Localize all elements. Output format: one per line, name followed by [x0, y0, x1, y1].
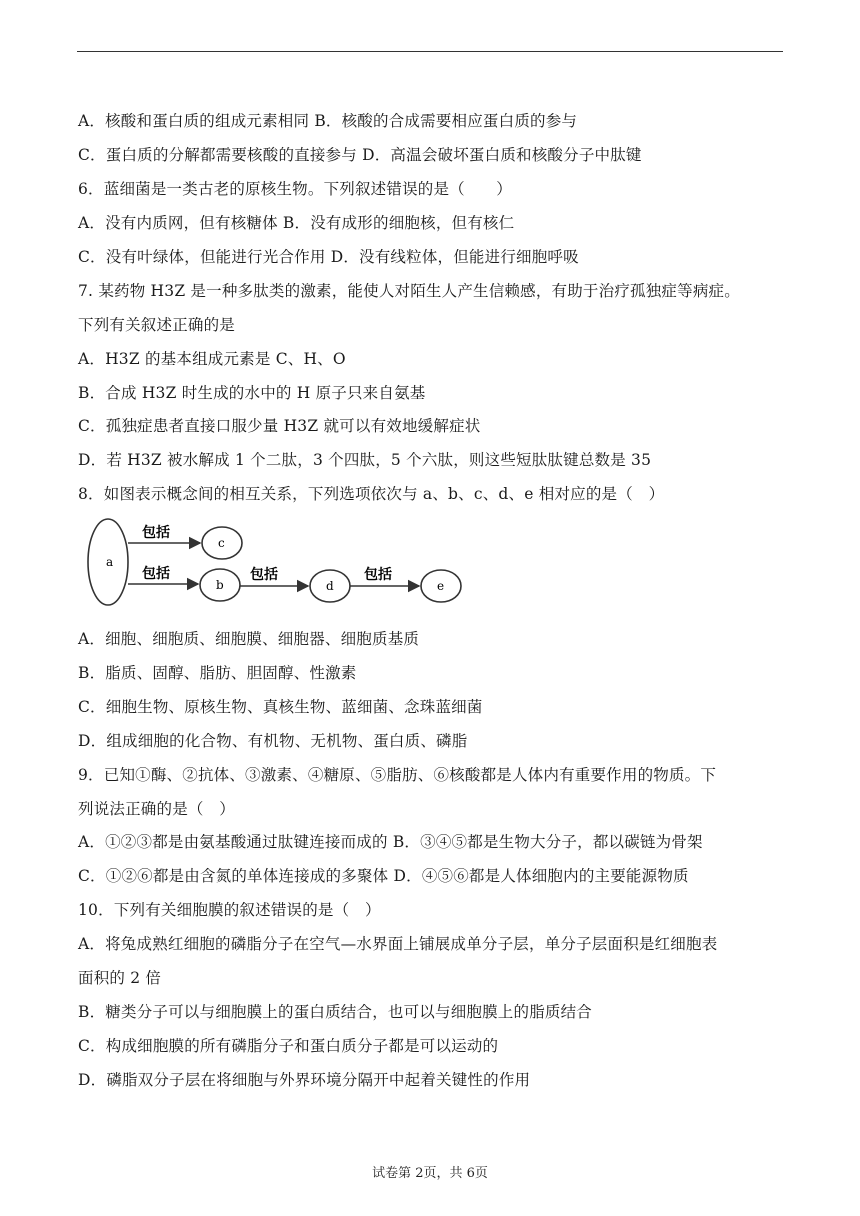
text-line: A．H3Z 的基本组成元素是 C、H、O [78, 350, 346, 368]
text-line: D．若 H3Z 被水解成 1 个二肽，3 个四肽，5 个六肽，则这些短肽肽键总数是 35 [78, 451, 652, 469]
text-line: C．①②⑥都是由含氮的单体连接成的多聚体 D．④⑤⑥都是人体细胞内的主要能源物质 [78, 867, 689, 885]
text-line: C．没有叶绿体，但能进行光合作用 D．没有线粒体，但能进行细胞呼吸 [78, 248, 579, 266]
node-c-label: c [218, 536, 225, 550]
text-line: A．细胞、细胞质、细胞膜、细胞器、细胞质基质 [78, 630, 420, 648]
text-line: C．细胞生物、原核生物、真核生物、蓝细菌、念珠蓝细菌 [78, 698, 483, 716]
text-line: D．磷脂双分子层在将细胞与外界环境分隔开中起着关键性的作用 [78, 1071, 531, 1089]
arrow-label: 包括 [364, 567, 392, 583]
text-line: A．将兔成熟红细胞的磷脂分子在空气—水界面上铺展成单分子层，单分子层面积是红细胞表 [78, 935, 718, 953]
arrow-label: 包括 [142, 525, 170, 541]
arrow-label: 包括 [142, 566, 170, 582]
node-e-label: e [437, 579, 445, 593]
text-line: 6．蓝细菌是一类古老的原核生物。下列叙述错误的是（ ） [78, 180, 512, 198]
text-line: 9．已知①酶、②抗体、③激素、④糖原、⑤脂肪、⑥核酸都是人体内有重要作用的物质。下 [78, 766, 717, 784]
node-a-label: a [106, 555, 114, 569]
text-line: 下列有关叙述正确的是 [78, 316, 236, 334]
text-line: A．①②③都是由氨基酸通过肽键连接而成的 B．③④⑤都是生物大分子，都以碳链为骨架 [78, 833, 703, 851]
text-line: 面积的 2 倍 [78, 969, 162, 987]
node-b-label: b [216, 578, 224, 592]
arrow-label: 包括 [250, 567, 278, 583]
text-line: C．孤独症患者直接口服少量 H3Z 就可以有效地缓解症状 [78, 417, 481, 435]
text-line: C．蛋白质的分解都需要核酸的直接参与 D．高温会破坏蛋白质和核酸分子中肽键 [78, 146, 642, 164]
header-rule [77, 51, 783, 52]
concept-diagram [84, 516, 470, 608]
text-line: C．构成细胞膜的所有磷脂分子和蛋白质分子都是可以运动的 [78, 1037, 499, 1055]
text-line: B．脂质、固醇、脂肪、胆固醇、性激素 [78, 664, 357, 682]
page-footer: 试卷第 2页，共 6页 [372, 1166, 488, 1181]
text-line: A．核酸和蛋白质的组成元素相同 B．核酸的合成需要相应蛋白质的参与 [78, 112, 578, 130]
text-line: 10．下列有关细胞膜的叙述错误的是（ ） [78, 901, 381, 919]
text-line: 8．如图表示概念间的相互关系，下列选项依次与 a、b、c、d、e 相对应的是（ ） [78, 485, 665, 503]
text-line: B．合成 H3Z 时生成的水中的 H 原子只来自氨基 [78, 384, 426, 402]
node-d-label: d [326, 579, 334, 593]
text-line: D．组成细胞的化合物、有机物、无机物、蛋白质、磷脂 [78, 732, 468, 750]
text-line: 7. 某药物 H3Z 是一种多肽类的激素，能使人对陌生人产生信赖感，有助于治疗孤独症等病症。 [78, 282, 740, 300]
text-line: 列说法正确的是（ ） [78, 800, 236, 818]
text-line: B．糖类分子可以与细胞膜上的蛋白质结合，也可以与细胞膜上的脂质结合 [78, 1003, 592, 1021]
text-line: A．没有内质网，但有核糖体 B．没有成形的细胞核，但有核仁 [78, 214, 515, 232]
